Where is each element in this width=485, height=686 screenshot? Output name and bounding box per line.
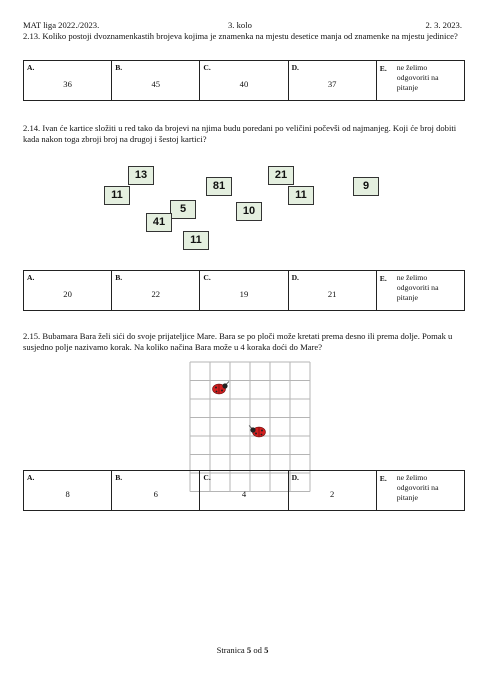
header-date: 2. 3. 2023. [425, 20, 462, 30]
card: 81 [206, 177, 232, 196]
card: 41 [146, 213, 172, 232]
answers-2-15 [23, 470, 465, 511]
header-round: 3. kolo [228, 20, 252, 30]
card: 10 [236, 202, 262, 221]
answer-a[interactable]: A. 8 [24, 471, 112, 511]
card: 11 [288, 186, 314, 205]
card: 21 [268, 166, 294, 185]
answer-c[interactable]: C. 4 [200, 471, 288, 511]
header-league: MAT liga 2022./2023. [23, 20, 100, 30]
card: 5 [170, 200, 196, 219]
answer-d[interactable]: D. 37 [288, 61, 376, 101]
card: 9 [353, 177, 379, 196]
card: 11 [104, 186, 130, 205]
answer-c[interactable]: C. 40 [200, 61, 288, 101]
page-footer: Stranica 5 od 5 [216, 645, 269, 655]
answers-2-13 [23, 60, 465, 101]
answer-b[interactable]: B. 45 [112, 61, 200, 101]
answer-b[interactable]: B. 22 [112, 271, 200, 311]
ladybug-mara-icon [249, 426, 266, 438]
question-2-13: 2.13. Koliko postoji dvoznamenkastih brojeva kojima je znamenka na mjestu desetice manja od znamenke na mjestu jedinice? [23, 31, 458, 41]
answer-e[interactable]: E. ne želimo odgovoriti na pitanje [376, 271, 464, 311]
answer-e[interactable]: E. ne želimo odgovoriti na pitanje [376, 61, 464, 101]
answer-a[interactable]: A. 20 [24, 271, 112, 311]
answer-b[interactable]: B. 6 [112, 471, 200, 511]
card: 13 [128, 166, 154, 185]
ladybug-bara-icon [213, 382, 230, 395]
question-2-14: 2.14. Ivan će kartice složiti u red tako da brojevi na njima budu poredani po veličini počevši od najmanjeg. Koji će broj dobiti kada nakon toga zbroji broj na drugoj i šestoj kartici? [23, 123, 457, 144]
answers-2-14 [23, 270, 465, 311]
question-2-15: 2.15. Bubamara Bara želi sići do svoje prijateljice Mare. Bara se po ploči može kretati prema desno ili prema dolje. Pomak u susjedno polje nazivamo korak. Na koliko načina Bara može u 4 koraka doći do Mare? [23, 331, 453, 352]
answer-c[interactable]: C. 19 [200, 271, 288, 311]
answer-e[interactable]: E. ne želimo odgovoriti na pitanje [376, 471, 464, 511]
card: 11 [183, 231, 209, 250]
answer-a[interactable]: A. 36 [24, 61, 112, 101]
answer-d[interactable]: D. 2 [288, 471, 376, 511]
answer-d[interactable]: D. 21 [288, 271, 376, 311]
